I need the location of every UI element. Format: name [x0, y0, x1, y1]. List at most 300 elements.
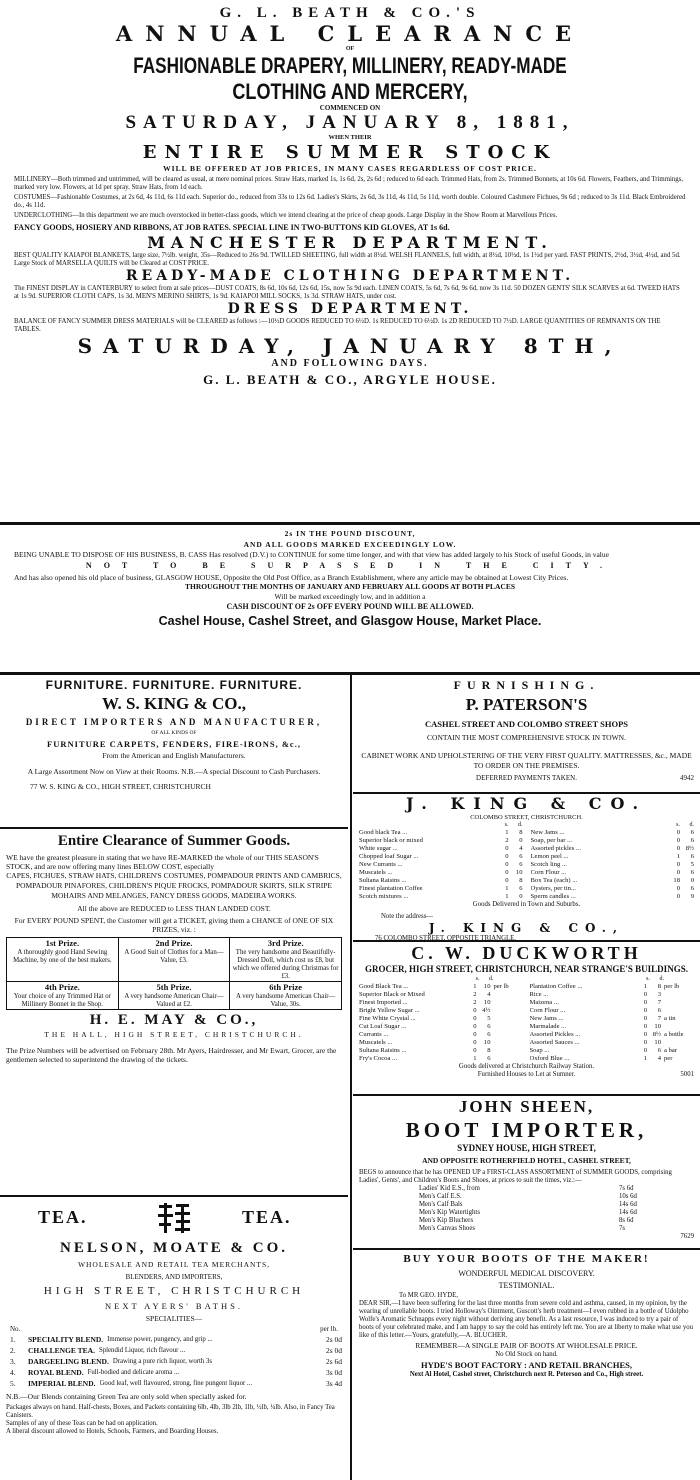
hyde-to: To MR GEO. HYDE, [399, 1292, 458, 1299]
item-pence: 8 [519, 877, 523, 884]
item-shillings: 1 [643, 1055, 647, 1062]
price-row [530, 1015, 695, 1023]
item-shillings: 0 [643, 1039, 647, 1046]
tea-item-number: 5. [10, 1379, 16, 1388]
item-pence: 6 [690, 885, 694, 892]
item-name: Corn Flour ... [530, 869, 567, 876]
price-row [359, 983, 524, 991]
prize-title: 1st Prize. [45, 938, 80, 948]
price-row [530, 1047, 695, 1055]
may-address: THE HALL, HIGH STREET, CHRISTCHURCH. [44, 1030, 304, 1039]
price-row [359, 1007, 524, 1015]
item-pence: 6 [487, 1031, 491, 1038]
boot-name: Men's Kip Bluchers [419, 1217, 474, 1224]
item-pence: 6 [690, 829, 694, 836]
item-unit [491, 999, 524, 1007]
item-shillings: 2 [505, 837, 509, 844]
prize-description: A thoroughly good Hand Sewing Machine, by one of the best makers. [13, 949, 112, 964]
prize-description: A Good Suit of Clothes for a Man—Value, £3. [124, 949, 224, 964]
cass-surpassed: NOT TO BE SURPASSED IN THE CITY. [85, 561, 615, 570]
sheen-begs: BEGS to announce that he has OPENED UP a FIRST-CLASS ASSORTMENT of SUMMER GOODS, comprising Ladies', Gents', and Children's Boots and Shoes, at prices to suit the times, viz.:— [359, 1169, 672, 1184]
price-row [359, 1055, 524, 1063]
price-row [531, 853, 695, 861]
item-pence: 10 [515, 869, 523, 876]
beath-readymade-text: The FINEST DISPLAY in CANTERBURY to select from at sale prices—DUST COATS, 8s 6d, 10s 6d, 12s 6d, 15s, now 5s 9d each. LINEN COATS, 5s 6d, 7s 6d, 9s 6d, now 3s 11d. 50 DOZEN GENTS' SILK SCARVES at 6d. TWEED HATS at 1s 9d. SUPERIOR CLOTH CAPS, 1s 3d. MEN'S MERINO SHIRTS, 1s 9d. KAIAPOI MILL SOCKS, 1s 3d. STRAW HATS, under cost. [14, 285, 680, 300]
price-row [359, 1023, 524, 1031]
item-pence: 5 [487, 1015, 491, 1022]
item-pence: 9 [690, 893, 694, 900]
item-name: Superior black or mixed [359, 837, 423, 844]
item-unit [491, 1007, 524, 1015]
item-name: New Currants ... [359, 861, 403, 868]
boot-price-row [419, 1201, 659, 1209]
boot-price: 14s 6d [619, 1209, 637, 1216]
item-unit [661, 1007, 694, 1015]
beath-firm: G. L. BEATH & CO.'S [219, 5, 481, 21]
price-row [359, 877, 523, 885]
right-column [353, 677, 700, 1480]
tea-liberal: A liberal discount allowed to Hotels, Schools, Farmers, and Boarding Houses. [6, 1428, 219, 1435]
tea-item-number: 4. [10, 1368, 16, 1377]
price-row [359, 893, 523, 901]
beath-headline-1: FASHIONABLE DRAPERY, MILLINERY, READY-MADE [133, 53, 567, 78]
item-name: Muscatels ... [359, 1039, 393, 1046]
boot-price-row [419, 1185, 659, 1193]
price-row [530, 1007, 695, 1015]
hyde-advertisement [353, 1250, 700, 1476]
beath-advertisement [0, 4, 700, 519]
hyde-wonderful: WONDERFUL MEDICAL DISCOVERY. [458, 1269, 595, 1278]
tea-item-price: 3s 0d [325, 1368, 342, 1377]
tea-no-header: No. [10, 1325, 21, 1333]
item-shillings: 1 [473, 983, 477, 990]
beath-dress-heading: DRESS DEPARTMENT. [227, 301, 473, 317]
prize-description: The very handsome and Beautifully-Dressed Doll, which cost us £8, but which we offered during Christmas for £3. [232, 949, 339, 980]
tea-item [6, 1378, 342, 1389]
tea-item-name: ROYAL BLEND. [28, 1368, 84, 1377]
price-row [531, 877, 695, 885]
item-pence: 0 [519, 837, 523, 844]
item-unit: a bar [664, 1047, 677, 1054]
item-name: Box Tea (each) ... [530, 877, 578, 884]
divider-rule [0, 522, 700, 525]
hyde-letter: DEAR SIR,—I have been suffering for the last three months from severe cold and asthma, caused, in my opinion, by the wearing of unreliable boots. I tried Holloway's Ointment, Guscott's herb treatment—I even rubbed in a bottle of Udolpho Wolfe's Aromatic Schnapps every night without deriving any benefit. As a last resource, I was induced to try a pair of boots of your celebrated make, and I am happy to say the cold has entirely left me. You are at liberty to make what use you like of this letter.—Yours, gratefully,—A. BLUCHER. [359, 1300, 694, 1339]
divider-rule [353, 792, 700, 794]
duckworth-left-list: s. d. Good Black Tea ... 1 10 per lb Superior Black or Mixed 2 4 Finest Imported ... 2 10 Bright Yellow Sugar ... 0 4½ Fine White Crystal ... 0 5 Cut Loaf Sugar ... 0 6 Currants ... 0 6 Muscatels ... 0 10 Sultana Raisins ... 0 8 Fry's Cocoa ... 1 6 [359, 976, 524, 1063]
item-shillings: 0 [676, 829, 680, 836]
item-pence: 7 [657, 1015, 661, 1022]
ws-king-advertisement [0, 677, 348, 827]
boot-price: 14s 6d [619, 1201, 637, 1208]
price-row [359, 1047, 524, 1055]
item-name: Oysters, per tin... [530, 885, 576, 892]
item-name: Assorted Sauces ... [529, 1039, 580, 1046]
prize-description: A very handsome American Chair—Valued at £2. [124, 993, 224, 1008]
item-name: Superior Black or Mixed [359, 991, 425, 998]
paterson-number: 4942 [680, 774, 694, 782]
tea-item-number: 2. [10, 1346, 16, 1355]
boot-name: Men's Calf E.S. [419, 1193, 462, 1200]
item-name: Plantation Coffee ... [529, 983, 583, 990]
tea-item-description: Drawing a pure rich liquor, worth 3s [112, 1358, 213, 1365]
item-pence: 4½ [482, 1007, 491, 1014]
item-name: Corn Flour ... [529, 1007, 566, 1014]
item-shillings: 1 [505, 885, 509, 892]
price-row [531, 829, 695, 837]
sheen-price-list [359, 1185, 659, 1233]
item-name: Scotch mixtures ... [359, 893, 409, 900]
may-firm: H. E. MAY & CO., [89, 1012, 259, 1028]
item-pence: 10 [483, 1039, 491, 1046]
price-row [530, 983, 695, 991]
item-name: Sultana Raisins ... [359, 1047, 407, 1054]
tea-item-name: CHALLENGE TEA. [28, 1346, 95, 1355]
ws-king-from: From the American and English Manufacturers. [102, 751, 246, 760]
item-name: Sultana Raisins ... [359, 877, 407, 884]
price-row [530, 1055, 695, 1063]
cass-paragraph-2: And has also opened his old place of business, GLASGOW HOUSE, Opposite the Old Post Office, as a Branch Establishment, where any article may be obtained at Lowest City Prices. [14, 573, 569, 582]
paterson-deferred: DEFERRED PAYMENTS TAKEN. [476, 774, 577, 782]
sheen-sydney: SYDNEY HOUSE, HIGH STREET, [457, 1143, 596, 1153]
price-row [359, 861, 523, 869]
price-row [359, 869, 523, 877]
tea-wholesale: WHOLESALE AND RETAIL TEA MERCHANTS, [77, 1260, 271, 1269]
beath-offered: WILL BE OFFERED AT JOB PRICES, IN MANY CASES REGARDLESS OF COST PRICE. [163, 164, 537, 173]
item-unit [661, 999, 694, 1007]
may-ticket: For EVERY POUND SPENT, the Customer will get a TICKET, giving them a CHANCE of ONE OF SIX PRIZES, viz. : [14, 916, 334, 934]
item-name: Fine White Crystal ... [359, 1015, 416, 1022]
ws-king-all-kinds: OF ALL KINDS OF [151, 730, 197, 736]
item-shillings: 0 [643, 1023, 647, 1030]
tea-nb: N.B.—Our Blends containing Green Tea are only sold when specially asked for. [6, 1392, 247, 1401]
item-pence: 6 [519, 885, 523, 892]
jking-advertisement [353, 794, 700, 940]
boot-price: 10s 6d [619, 1193, 637, 1200]
item-pence: 6 [690, 869, 694, 876]
sheen-opposite: AND OPPOSITE ROTHERFIELD HOTEL, CASHEL STREET, [422, 1156, 631, 1165]
tea-perlb-header: per lb. [320, 1325, 338, 1333]
beath-when: WHEN THEIR [328, 134, 372, 141]
item-shillings: 2 [473, 991, 477, 998]
item-pence: 0 [519, 893, 523, 900]
item-shillings: 0 [473, 1023, 477, 1030]
item-unit [661, 1023, 694, 1031]
item-shillings: 0 [676, 845, 680, 852]
boot-name: Men's Canvas Shoes [419, 1225, 475, 1232]
beath-costumes: COSTUMES—Fashionable Costumes, at 2s 6d, 4s 11d, 6s 11d each. Superior do., reduced from 33s to 12s 6d. Ladies's Skirts, 2s 6d, 3s 11d, 4s 11d, 5s 11d, worth double. Coloured Cashmere Fichues, 9s 6d ; reduced to 3s 11d. Black Embroidered do., 4s 11d. [14, 194, 686, 209]
item-shillings: 0 [473, 1039, 477, 1046]
divider-rule [0, 827, 348, 829]
item-unit [491, 1031, 524, 1039]
may-heading: Entire Clearance of Summer Goods. [57, 833, 291, 849]
may-list: CAPES, FICHUES, STRAW HATS, CHILDREN'S COSTUMES, POMPADOUR PRINTS AND CAMBRICS, POMPADOUR PINAFORES, CHILDREN'S PIQUE FROCKS, POMPADOUR SKIRTS, SILK STRIPE MOHAIRS AND MELANGES, FANCY DRESS GOODS, MADEIRA WORKS. [6, 871, 342, 900]
prize-title: 5th Prize. [156, 982, 192, 992]
price-row [530, 991, 695, 999]
tea-item-name: DARGEELING BLEND. [28, 1357, 109, 1366]
tea-item-description: Splendid Liquor, rich flavour ... [98, 1347, 186, 1354]
beath-headline-2: CLOTHING AND MERCERY, [232, 79, 468, 104]
jking-firm: J. KING & CO. [405, 794, 648, 813]
beath-readymade-heading: READY-MADE CLOTHING DEPARTMENT. [125, 268, 575, 284]
ws-king-address: 77 W. S. KING & CO., HIGH STREET, CHRISTCHURCH [30, 782, 211, 791]
hyde-old-stock: No Old Stock on hand. [495, 1351, 558, 1358]
item-name: Bright Yellow Sugar ... [359, 1007, 420, 1014]
hyde-buy: BUY YOUR BOOTS OF THE MAKER! [403, 1253, 650, 1265]
paterson-contain: CONTAIN THE MOST COMPREHENSIVE STOCK IN TOWN. [427, 733, 626, 742]
item-pence: 10 [654, 1039, 661, 1046]
item-pence: 4 [519, 845, 523, 852]
beath-annual-clearance: ANNUAL CLEARANCE [115, 21, 585, 46]
item-pence: 3 [657, 991, 661, 998]
item-name: Good Black Tea ... [359, 983, 409, 990]
hyde-remember: REMEMBER—A SINGLE PAIR OF BOOTS AT WHOLESALE PRICE. [415, 1341, 638, 1350]
may-reduced: All the above are REDUCED to LESS THAN LANDED COST. [77, 904, 271, 913]
item-name: Finest Imported ... [359, 999, 408, 1006]
item-shillings: 1 [676, 853, 680, 860]
tea-item-description: Good leaf, well flavoured, strong, fine pungent liquor ... [99, 1380, 253, 1387]
paterson-shops: CASHEL STREET AND COLOMBO STREET SHOPS [424, 719, 629, 729]
beath-following-days: AND FOLLOWING DAYS. [271, 358, 429, 369]
tea-packages: Packages always on hand. Half-chests, Boxes, and Packets containing 6lb, 4lb, 3lb 2lb, 1lb, ½lb, ¼lb. Also, in Fancy Tea Canisters. [6, 1404, 335, 1419]
tea-item-price: 2s 0d [325, 1335, 342, 1344]
sheen-boot-importer: BOOT IMPORTER, [405, 1118, 648, 1142]
tea-item-name: SPECIALITY BLEND. [28, 1335, 104, 1344]
item-shillings: 0 [473, 1015, 477, 1022]
item-pence: 4 [657, 1055, 661, 1062]
item-shillings: 0 [473, 1047, 477, 1054]
beath-underclothing: UNDERCLOTHING—In this department we are much overstocked in better-class goods, which we intend clearing at the price of cheap goods. Large Display in the Show Room at Marvellous Prices. [14, 212, 558, 219]
item-pence: 8½ [652, 1031, 661, 1038]
duckworth-grocer: GROCER, HIGH STREET, CHRISTCHURCH, NEAR STRANGE'S BUILDINGS. [365, 964, 688, 974]
item-pence: 10 [483, 983, 491, 990]
item-name: Soap ... [529, 1047, 550, 1054]
cass-will-be: Will be marked exceedingly low, and in addition a [274, 592, 426, 601]
sheen-number: 7629 [680, 1233, 694, 1240]
beath-commenced: COMMENCED ON [319, 104, 381, 112]
cass-throughout: THROUGHOUT THE MONTHS OF JANUARY AND FEBRUARY ALL GOODS AT BOTH PLACES [184, 582, 515, 591]
tea-advertisement [0, 1197, 348, 1477]
item-shillings: 1 [505, 829, 509, 836]
item-pence: 6 [657, 1047, 661, 1054]
duckworth-furnished: Furnished Houses to Let at Sumner. [477, 1071, 576, 1078]
item-shillings: 0 [505, 869, 509, 876]
ws-king-importers: DIRECT IMPORTERS AND MANUFACTURER, [25, 717, 323, 727]
item-name: Lemon peel ... [530, 853, 569, 860]
may-note: The Prize Numbers will be advertised on February 28th. Mr Ayers, Hairdresser, and Mr Ewart, Grocer, are the gentlemen selected to superintend the drawing of the tickets. [6, 1046, 337, 1064]
item-name: New Jams ... [530, 829, 565, 836]
may-prize-table [6, 937, 342, 1010]
item-shillings: 0 [505, 845, 509, 852]
column-rule [350, 675, 352, 1480]
boot-price-row [419, 1193, 659, 1201]
chinese-character-icon [156, 1201, 192, 1235]
price-row [359, 1039, 524, 1047]
item-pence: 6 [519, 853, 523, 860]
item-pence: 6 [487, 1023, 491, 1030]
paterson-firm: P. PATERSON'S [465, 695, 588, 714]
item-name: White sugar ... [359, 845, 398, 852]
jking-address-2: 76 COLOMBO STREET, OPPOSITE TRIANGLE. [375, 935, 516, 940]
cass-marked: AND ALL GOODS MARKED EXCEEDINGLY LOW. [243, 540, 457, 549]
item-name: Marmalade ... [529, 1023, 567, 1030]
price-row [359, 829, 523, 837]
divider-rule [353, 1248, 700, 1250]
prize-description: A very handsome American Chair—Value, 30s. [235, 993, 336, 1008]
item-shillings: 1 [473, 1055, 477, 1062]
item-pence: 5 [690, 861, 694, 868]
item-pence: 6 [487, 1055, 491, 1062]
duckworth-advertisement [353, 942, 700, 1094]
boot-price-row [419, 1209, 659, 1217]
item-shillings: 0 [473, 1031, 477, 1038]
ws-king-goods: FURNITURE CARPETS, FENDERS, FIRE-IRONS, &c., [47, 739, 301, 749]
paterson-heading: FURNISHING. [453, 678, 600, 692]
item-name: Good black Tea ... [359, 829, 408, 836]
item-pence: 4 [487, 991, 491, 998]
item-pence: 0 [690, 877, 694, 884]
item-name: Finest plantation Coffee [359, 885, 423, 892]
paterson-cabinet: CABINET WORK AND UPHOLSTERING OF THE VERY FIRST QUALITY. MATTRESSES, &c., MADE TO ORDER ON THE PREMISES. [361, 751, 692, 770]
cass-advertisement [0, 528, 700, 672]
price-row [359, 1015, 524, 1023]
tea-street: HIGH STREET, CHRISTCHURCH [43, 1285, 305, 1297]
beath-millinery: MILLINERY—Both trimmed and untrimmed, will be cleared as usual, at mere nominal prices. Straw Hats, marked 1s, 1s 6d, 2s, 2s 6d ; reduced to 6d each. Trimmed Hats, from 2s. Trimmed Bonnets, at 10s 6d. Flowers, Feathers, and Trimmings, marked very low. Flowers, at 1d per spray. Straw Hats, from 1d each. [14, 176, 684, 191]
item-shillings: 0 [643, 1015, 647, 1022]
item-name: Fry's Cocoa ... [359, 1055, 398, 1062]
item-name: Rice ... [529, 991, 549, 998]
item-pence: 7 [657, 999, 661, 1006]
tea-next: NEXT AYERS' BATHS. [105, 1301, 243, 1311]
item-shillings: 0 [505, 877, 509, 884]
duckworth-number: 5001 [680, 1071, 694, 1078]
boot-price: 7s [619, 1225, 626, 1232]
item-name: Chopped loaf Sugar ... [359, 853, 419, 860]
item-pence: 8 [657, 983, 661, 990]
price-row [531, 837, 695, 845]
may-paragraph: WE have the greatest pleasure in stating that we have RE-MARKED the whole of our THIS SEASON'S STOCK, and are now offering many lines BELOW COST, especially [6, 853, 319, 871]
item-shillings: 0 [676, 861, 680, 868]
item-shillings: 0 [505, 861, 509, 868]
item-unit [491, 1015, 524, 1023]
tea-blenders: BLENDERS, AND IMPORTERS, [125, 1273, 223, 1281]
price-row [359, 999, 524, 1007]
price-row [359, 845, 523, 853]
jking-address: COLOMBO STREET, CHRISTCHURCH. [470, 814, 583, 821]
item-pence: 6 [519, 861, 523, 868]
hyde-testimonial: TESTIMONIAL. [498, 1281, 555, 1290]
item-name: Currants ... [359, 1031, 389, 1038]
paterson-advertisement [353, 677, 700, 792]
item-pence: 6 [690, 837, 694, 844]
jking-delivered: Goods Delivered in Town and Suburbs. [472, 901, 581, 908]
tea-item-price: 3s 4d [325, 1379, 342, 1388]
beath-dress-text: BALANCE OF FANCY SUMMER DRESS MATERIALS will be CLEARED as follows :—10½D GOODS REDUCED TO 6½D. 1s REDUCED TO 6½D. 1s 2D REDUCED TO 7½D. LARGE QUANTITIES OF REMNANTS ON THE TABLES. [14, 318, 661, 333]
item-unit [491, 991, 524, 999]
item-name: Maizena ... [529, 999, 559, 1006]
boot-name: Ladies' Kid E.S., from [419, 1185, 480, 1192]
beath-fancy-goods: FANCY GOODS, HOSIERY AND RIBBONS, AT JOB RATES. SPECIAL LINE IN TWO-BUTTONS KID GLOVES, AT 1s 6d. [14, 223, 450, 232]
item-pence: 8½ [685, 845, 694, 852]
price-row [530, 999, 695, 1007]
item-pence: 6 [690, 853, 694, 860]
price-row [359, 853, 523, 861]
price-row [530, 1039, 695, 1047]
tea-item-number: 3. [10, 1357, 16, 1366]
prize-title: 6th Prize [269, 982, 303, 992]
price-row [359, 1031, 524, 1039]
item-name: Muscatels ... [359, 869, 393, 876]
item-shillings: 0 [643, 999, 647, 1006]
duckworth-firm: C. W. DUCKWORTH [411, 943, 642, 963]
tea-item-description: Immense power, pungency, and grip ... [107, 1336, 213, 1343]
item-unit: per lb [664, 983, 680, 990]
prize-title: 4th Prize. [44, 982, 80, 992]
item-pence: 10 [654, 1023, 661, 1030]
tea-samples: Samples of any of these Teas can be had on application. [6, 1420, 158, 1427]
item-shillings: 2 [473, 999, 477, 1006]
item-unit: per [664, 1055, 673, 1062]
tea-item [6, 1345, 342, 1356]
item-shillings: 0 [676, 885, 680, 892]
prize-title: 3rd Prize. [267, 938, 304, 948]
item-shillings: 18 [673, 877, 680, 884]
item-pence: 6 [657, 1007, 661, 1014]
boot-price: 8s 6d [619, 1217, 634, 1224]
item-name: Sperm candles ... [530, 893, 576, 900]
jking-note: Note the address— [381, 913, 434, 920]
item-unit [491, 1039, 524, 1047]
price-row [531, 861, 695, 869]
item-name: Assorted pickles ... [530, 845, 581, 852]
item-unit [661, 1039, 694, 1047]
item-unit: per lb [493, 983, 509, 990]
item-shillings: 0 [676, 893, 680, 900]
beath-entire-stock: ENTIRE SUMMER STOCK [142, 142, 558, 163]
cass-cash-discount: CASH DISCOUNT OF 2s OFF EVERY POUND WILL BE ALLOWED. [226, 602, 474, 611]
item-name: Cut Loaf Sugar ... [359, 1023, 407, 1030]
item-shillings: 0 [643, 991, 647, 998]
tea-firm: NELSON, MOATE & CO. [60, 1240, 288, 1256]
item-name: Oxford Blue ... [529, 1055, 570, 1062]
price-row [359, 991, 524, 999]
item-name: Soap, per bar ... [530, 837, 573, 844]
beath-manchester-heading: MANCHESTER DEPARTMENT. [147, 233, 553, 252]
divider-rule [353, 1094, 700, 1096]
item-unit [661, 991, 694, 999]
price-row [531, 869, 695, 877]
boot-name: Men's Kip Watertights [419, 1209, 480, 1216]
price-row [531, 885, 695, 893]
ws-king-firm: W. S. KING & CO., [102, 694, 246, 713]
duckworth-right-list: s. d. Plantation Coffee ... 1 8 per lb Rice ... 0 3 Maizena ... 0 7 Corn Flour ... 0 6 New Jams ... 0 7 a tin Marmalade ... 0 10 Assorted Pickles ... 0 8½ a bottle Assorted Sauces ... 0 10 Soap ... 0 6 a bar Oxford Blue ... 1 4 per [530, 976, 695, 1063]
cass-houses: Cashel House, Cashel Street, and Glasgow House, Market Place. [158, 614, 542, 628]
item-shillings: 0 [643, 1047, 647, 1054]
left-column [0, 677, 348, 1480]
tea-left: TEA. [38, 1207, 88, 1227]
item-pence: 8 [519, 829, 523, 836]
price-row [359, 837, 523, 845]
item-shillings: 0 [676, 869, 680, 876]
tea-item-price: 2s 6d [325, 1357, 342, 1366]
price-row [531, 893, 695, 901]
price-row [530, 1023, 695, 1031]
beath-saturday: SATURDAY, JANUARY 8TH, [77, 334, 623, 358]
price-row [531, 845, 695, 853]
item-name: Assorted Pickles ... [529, 1031, 581, 1038]
cass-discount: 2s IN THE POUND DISCOUNT, [284, 529, 416, 538]
item-unit [491, 1055, 524, 1063]
tea-item-price: 2s 0d [325, 1346, 342, 1355]
